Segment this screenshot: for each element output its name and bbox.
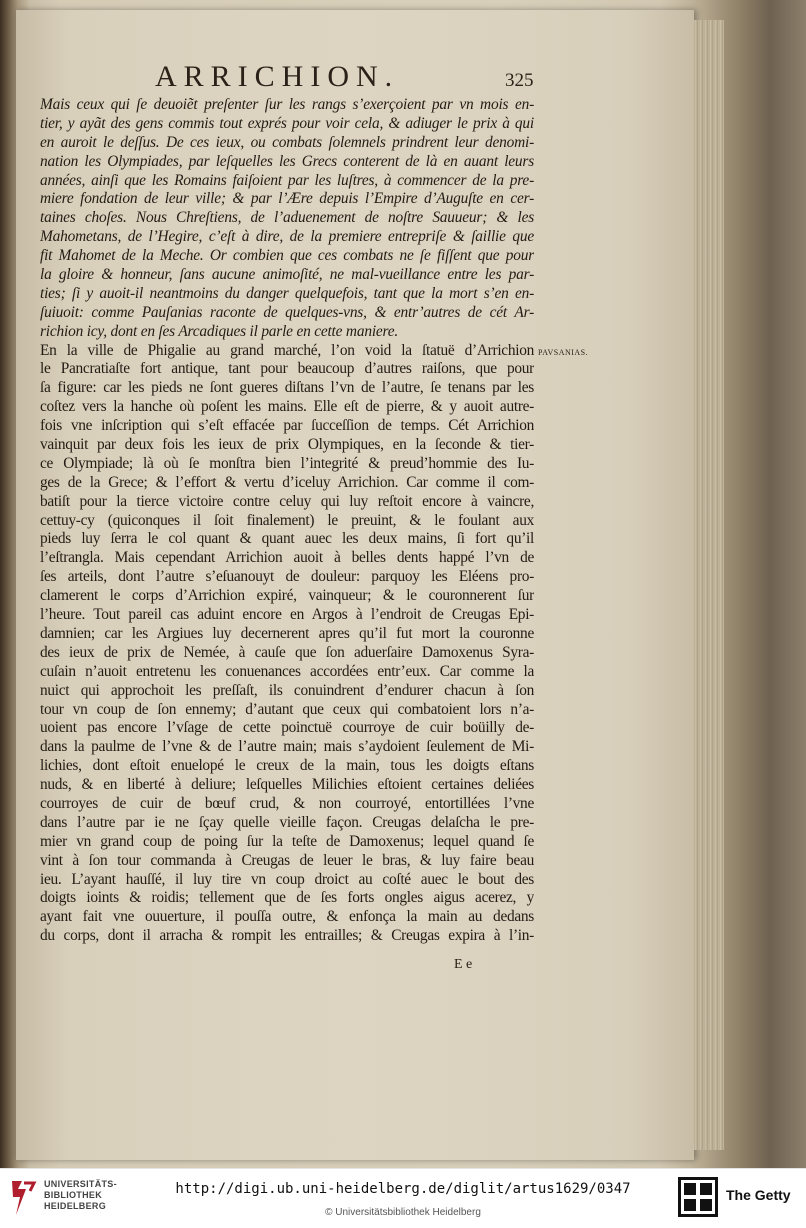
- getty-logo-icon: [678, 1177, 718, 1217]
- copyright-notice: © Universitätsbibliothek Heidelberg: [325, 1207, 481, 1218]
- partner-name: The Getty: [726, 1187, 791, 1203]
- roman-text-line: ſes arteils, dont l’autre s’eſuanouyt de douleur: parquoy les Eléens pro-: [40, 568, 534, 586]
- roman-text-line: pieds luy ſerra le col quant & quant auec les deux mains, ſi fort qu’il: [40, 530, 534, 548]
- roman-text-line: uoient pas encore l’vſage de cette poinctuë courroye de cuir boüilly de-: [40, 719, 534, 737]
- roman-text-line: fois vne inſcription qui s’eſt effacée par ſucceſſion de temps. Cét Arrichion: [40, 417, 534, 435]
- italic-text-line: Mahometans, de l’Hegire, c’eſt à dire, de la premiere entrepriſe & ſaillie que: [40, 228, 534, 246]
- viewer-footer: [0, 1168, 806, 1228]
- roman-text-line: dans l’autre par ie ne ſçay quelle vieille façon. Creugas delaſcha le pre-: [40, 813, 534, 831]
- italic-text-line: ties; ſi y auoit-il neantmoins du danger quelquefois, tant que la mort s’en en-: [40, 284, 534, 302]
- roman-text-line: coſtez vers la hanche où poſent les mains. Elle eſt de pierre, & y auoit autre-: [40, 398, 534, 416]
- italic-text-line: en auroit le deſſus. De ces ieux, ou combats ſolemnels prindrent leur denomi-: [40, 133, 534, 151]
- running-title: ARRICHION.: [155, 60, 400, 93]
- roman-text-line: l’eſtrangla. Mais cependant Arrichion auoit à belles dents happé l’vn de: [40, 549, 534, 567]
- roman-text-line: cettuy-cy (quiconques il ſoit finalement) le preuint, & le foulant aux: [40, 511, 534, 529]
- italic-text-line: taines choſes. Nous Chreſtiens, de l’aduenement de noſtre Sauueur; & les: [40, 209, 534, 227]
- italic-text-line: ſuiuoit: comme Pauſanias raconte de quelques-vns, & entr’autres de cét Ar-: [40, 303, 534, 321]
- roman-text-line: ſa figure: car les pieds ne ſont gueres diſtans l’vn de l’autre, ſe tenans par les: [40, 379, 534, 397]
- italic-text-line: nation les Olympiades, par leſquelles les Grecs conterent de là en auant leurs: [40, 152, 534, 170]
- italic-text-line: miere fondation de leur ville; & par l’Ære depuis l’Empire d’Auguſte en cer-: [40, 190, 534, 208]
- roman-text-line: ges de la Grece; & l’effort & vertu d’iceluy Arrichion. Car comme il com-: [40, 473, 534, 491]
- roman-text-line: nuds, & en liberté à deliure; leſquelles Milichies eſtoient certaines deliées: [40, 776, 534, 794]
- roman-text-line: le Pancratiaſte fort antique, tant pour beaucoup d’autres raiſons, que pour: [40, 360, 534, 378]
- roman-text-line: courroyes de cuir de bœuf crud, & non courroyé, entortillées l’vne: [40, 794, 534, 812]
- italic-text-line: la gloire & honneur, ſans aucune animoſité, ne mal-vueillance entre les par-: [40, 266, 534, 284]
- italic-text-line: Mais ceux qui ſe deuoiẽt preſenter ſur les rangs s’exerçoient par vn mois en-: [40, 96, 534, 113]
- italic-text-line: années, ainſi que les Romains faiſoient par les luſtres, à commencer de la pre-: [40, 171, 534, 189]
- institution-line: UNIVERSITÄTS-: [44, 1179, 117, 1189]
- page-header: [0, 60, 806, 96]
- roman-text-line: doigts ioints & roidis; tellement que de ſes forts ongles aigus acerez, y: [40, 889, 534, 907]
- roman-text-line: ce Olympiade; là où ſe monſtra bien l’integrité & preud’hommie des Iu-: [40, 454, 534, 472]
- institution-line: BIBLIOTHEK: [44, 1190, 102, 1200]
- margin-note: PAVSANIAS.: [538, 348, 589, 357]
- roman-text-line: clamerent le corps d’Arrichion expiré, vainqueur; & le couronnerent ſur: [40, 587, 534, 605]
- italic-text-line: fit Mahomet de la Meche. Or combien que ces combats ne ſe fiſſent que pour: [40, 247, 534, 265]
- roman-text-line: du corps, dont il arracha & rompit les entrailles; & Creugas expira à l’in-: [40, 927, 534, 945]
- institution-line: HEIDELBERG: [44, 1201, 107, 1211]
- page-edges: [694, 20, 724, 1150]
- roman-text-line: mier vn grand coup de poing ſur la teſte de Damoxenus; lequel quand ſe: [40, 832, 534, 850]
- permalink-url[interactable]: http://digi.ub.uni-heidelberg.de/diglit/artus1629/0347: [175, 1181, 631, 1197]
- roman-text-line: des ieux de prix de Nemée, à cauſe que ſon aduerſaire Damoxenus Syra-: [40, 643, 534, 661]
- body-text: [40, 96, 534, 946]
- roman-paragraph: [40, 342, 534, 947]
- italic-paragraph: [40, 96, 534, 342]
- roman-text-line: nuict qui approchoit les preſſaſt, ils conuindrent d’endurer chacun à ſon: [40, 681, 534, 699]
- roman-text-line: l’heure. Tout pareil cas aduint encore en Argos à l’endroit de Creugas Epi-: [40, 606, 534, 624]
- roman-text-line: En la ville de Phigalie au grand marché, l’on void la ſtatuë d’Arrichion: [40, 341, 534, 359]
- italic-text-line: tier, y ayãt des gens commis tout exprés pour voir cela, & adiuger le prix à qui: [40, 114, 534, 132]
- italic-text-line: richion icy, dont en ſes Arcadiques il parle en cette maniere.: [40, 322, 399, 340]
- roman-text-line: vainquit par deux fois les ieux de prix Olympiques, en la ſeconde & tier-: [40, 436, 534, 454]
- roman-text-line: batiſt pour la tierce victoire contre celuy qui luy reſtoit encore à vaincre,: [40, 492, 534, 510]
- roman-text-line: lichies, dont eſtoit enuelopé le creux de la main, tous les doigts eſtans: [40, 757, 534, 775]
- roman-text-line: tour vn coup de ſon ennemy; d’autant que ceux qui combatoient lors n’a-: [40, 700, 534, 718]
- roman-text-line: cuſain n’auoit entretenu les conuenances accordées entr’eux. Car comme la: [40, 662, 534, 680]
- roman-text-line: ieu. L’ayant hauſſé, il luy tire vn coup droict au coſté auec le bout des: [40, 870, 534, 888]
- roman-text-line: vint à ſon tour commanda à Creugas de leuer le bras, & luy faire beau: [40, 851, 534, 869]
- roman-text-line: damnien; car les Argiues luy decernerent apres qu’il fut mort la couronne: [40, 624, 534, 642]
- catchword: E e: [454, 957, 473, 972]
- roman-text-line: dans la paulme de l’vne & de l’autre main; mais s’aydoient ſeulement de Mi-: [40, 738, 534, 756]
- roman-text-line: ayant fait vne ouuerture, il pouſſa outre, & enfonça la main au dedans: [40, 908, 534, 926]
- page-number: 325: [505, 70, 534, 91]
